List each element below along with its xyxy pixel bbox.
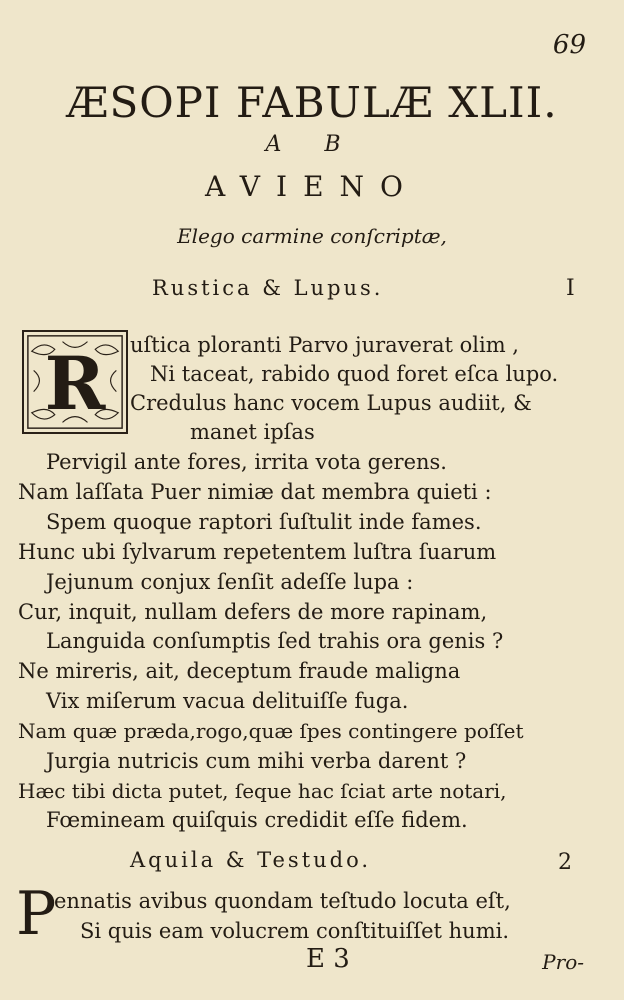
page-number: 69 bbox=[552, 30, 586, 60]
verse-line: Nam quæ præda,rogo,quæ ſpes contingere poſſet bbox=[18, 719, 524, 743]
ab-heading: A B bbox=[265, 132, 359, 157]
verse-line: manet ipſas bbox=[190, 420, 315, 444]
verse-line: Ni taceat, rabido quod foret eſca lupo. bbox=[150, 362, 559, 386]
verse-line: Languida conſumptis ſed trahis ora genis ? bbox=[46, 629, 504, 653]
verse-line: Fœmineam quiſquis credidit eſſe fidem. bbox=[46, 808, 468, 832]
verse-line: Cur, inquit, nullam defers de more rapinam, bbox=[18, 600, 488, 624]
verse-line: Pervigil ante fores, irrita vota gerens. bbox=[46, 450, 447, 474]
page-title: ÆSOPI FABULÆ XLII. bbox=[66, 78, 558, 127]
author-heading: AVIENO bbox=[204, 170, 419, 203]
fable1-number: I bbox=[566, 276, 575, 301]
fable1-title: Rustica & Lupus. bbox=[152, 276, 384, 300]
verse-line: ennatis avibus quondam teſtudo locuta eſt, bbox=[54, 889, 511, 913]
fable2-title: Aquila & Testudo. bbox=[130, 848, 372, 872]
ornament-icon bbox=[24, 332, 126, 432]
verse-line: Si quis eam volucrem conſtituiſſet humi. bbox=[80, 919, 509, 943]
ornamental-dropcap-r bbox=[22, 330, 128, 434]
verse-line: uſtica ploranti Parvo juraverat olim , bbox=[130, 333, 519, 357]
verse-line: Jejunum conjux ſenſit adeſſe lupa : bbox=[46, 570, 414, 594]
fable2-number: 2 bbox=[558, 850, 572, 875]
verse-line: Spem quoque raptori ſuſtulit inde fames. bbox=[46, 510, 482, 534]
verse-line: Hunc ubi ſylvarum repetentem luſtra ſuarum bbox=[18, 540, 497, 564]
signature-mark: E 3 bbox=[306, 944, 350, 974]
verse-line: Vix miſerum vacua delituiſſe fuga. bbox=[46, 689, 409, 713]
verse-line: Jurgia nutricis cum mihi verba darent ? bbox=[46, 749, 467, 773]
verse-line: Ne mireris, ait, deceptum fraude maligna bbox=[18, 659, 461, 683]
dropcap-p: P bbox=[16, 879, 57, 949]
dropcap-letter: R bbox=[44, 340, 106, 427]
subtitle: Elego carmine conſcriptæ, bbox=[177, 224, 447, 248]
verse-line: Nam laſſata Puer nimiæ dat membra quieti : bbox=[18, 480, 492, 504]
verse-line: Hæc tibi dicta putet, ſeque hac ſciat arte notari, bbox=[18, 779, 507, 803]
verse-line: Credulus hanc vocem Lupus audiit, & bbox=[130, 391, 532, 415]
catchword: Pro- bbox=[542, 950, 584, 974]
